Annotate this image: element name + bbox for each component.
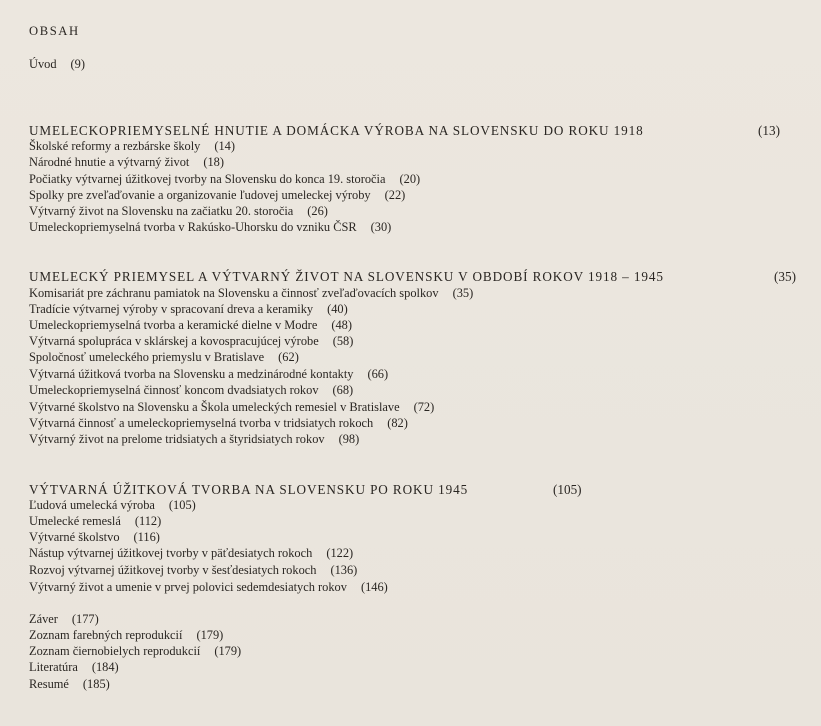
toc-entry	[29, 204, 328, 219]
toc-entry	[29, 432, 359, 447]
toc-entry	[29, 416, 408, 431]
toc-entry-text: Výtvarná činnosť a umeleckopriemyselná tvorba v tridsiatych rokoch	[29, 416, 374, 430]
toc-entry-text: Úvod	[29, 57, 57, 71]
toc-entry-page: (40)	[327, 302, 348, 316]
toc-entry-page: (22)	[384, 188, 406, 202]
toc-entry-text: Výtvarný život na prelome tridsiatych a štyridsiatych rokov	[29, 432, 325, 446]
toc-entry-page: (20)	[399, 172, 421, 186]
toc-entry-text: Literatúra	[29, 660, 78, 674]
section-heading-text: UMELECKOPRIEMYSELNÉ HNUTIE A DOMÁCKA VÝROBA NA SLOVENSKU DO ROKU 1918	[29, 123, 644, 138]
toc-entry-page: (122)	[326, 546, 354, 560]
toc-entry-text: Komisariát pre záchranu pamiatok na Slovensku a činnosť zveľaďovacích spolkov	[29, 286, 439, 300]
toc-entry	[29, 302, 348, 317]
toc-entry-page: (18)	[203, 155, 224, 169]
section-heading-3	[29, 482, 582, 498]
toc-entry-text: Umelecké remeslá	[29, 514, 121, 528]
toc-entry	[29, 318, 352, 333]
toc-entry	[29, 580, 388, 595]
toc-entry	[29, 498, 196, 513]
toc-entry-page: (116)	[133, 530, 160, 544]
section-heading-text: UMELECKÝ PRIEMYSEL A VÝTVARNÝ ŽIVOT NA SLOVENSKU V OBDOBÍ ROKOV 1918 – 1945	[29, 269, 664, 284]
toc-entry	[29, 286, 473, 301]
toc-entry-page: (177)	[71, 612, 99, 626]
toc-entry-page: (9)	[70, 57, 85, 71]
toc-entry-page: (98)	[338, 432, 360, 446]
toc-entry	[29, 350, 299, 365]
toc-entry	[29, 546, 353, 561]
toc-entry	[29, 383, 353, 398]
toc-entry-page: (179)	[214, 644, 242, 658]
toc-entry-text: Výtvarné školstvo na Slovensku a Škola umeleckých remesiel v Bratislave	[29, 400, 400, 414]
toc-entry-text: Spolky pre zveľaďovanie a organizovanie ľudovej umeleckej výroby	[29, 188, 371, 202]
toc-entry-page: (146)	[360, 580, 388, 594]
toc-entry-text: Rozvoj výtvarnej úžitkovej tvorby v šesťdesiatych rokoch	[29, 563, 317, 577]
section-heading-1	[29, 123, 780, 139]
toc-entry-page: (112)	[134, 514, 162, 528]
toc-entry-page: (136)	[330, 563, 358, 577]
toc-entry-literature	[29, 660, 119, 675]
section-heading-text: VÝTVARNÁ ÚŽITKOVÁ TVORBA NA SLOVENSKU PO ROKU 1945	[29, 482, 469, 497]
toc-entry-text: Umeleckopriemyselná činnosť koncom dvadsiatych rokov	[29, 383, 319, 397]
toc-entry	[29, 188, 405, 203]
toc-entry-page: (14)	[214, 139, 236, 153]
toc-entry-text: Výtvarná spolupráca v sklárskej a kovospracujúcej výrobe	[29, 334, 319, 348]
toc-entry	[29, 139, 235, 154]
toc-entry-page: (82)	[387, 416, 408, 430]
toc-entry-color-plates	[29, 628, 223, 643]
toc-entry-text: Národné hnutie a výtvarný život	[29, 155, 190, 169]
toc-entry-page: (72)	[413, 400, 435, 414]
toc-entry-text: Ľudová umelecká výroba	[29, 498, 155, 512]
toc-entry	[29, 530, 160, 545]
toc-entry	[29, 514, 161, 529]
section-heading-2	[29, 269, 796, 285]
toc-entry-page: (62)	[278, 350, 299, 364]
toc-entry-page: (66)	[367, 367, 389, 381]
toc-entry-text: Spoločnosť umeleckého priemyslu v Bratislave	[29, 350, 265, 364]
toc-entry-text: Záver	[29, 612, 58, 626]
toc-entry-intro	[29, 57, 85, 72]
toc-entry	[29, 334, 353, 349]
toc-entry-page: (35)	[452, 286, 474, 300]
toc-entry-page: (185)	[82, 677, 110, 691]
contents-title: OBSAH	[29, 24, 80, 38]
toc-entry	[29, 155, 224, 170]
toc-entry-text: Výtvarný život na Slovensku na začiatku 20. storočia	[29, 204, 294, 218]
toc-entry-text: Tradície výtvarnej výroby v spracovaní dreva a keramiky	[29, 302, 314, 316]
toc-entry-text: Zoznam čiernobielych reprodukcií	[29, 644, 201, 658]
toc-entry-text: Výtvarný život a umenie v prvej polovici sedemdesiatych rokov	[29, 580, 347, 594]
toc-entry-page: (48)	[331, 318, 352, 332]
toc-entry-text: Umeleckopriemyselná tvorba v Rakúsko-Uhorsku do vzniku ČSR	[29, 220, 357, 234]
toc-entry	[29, 220, 391, 235]
toc-entry-summary	[29, 677, 110, 692]
section-heading-page: (35)	[774, 269, 796, 284]
toc-entry-text: Zoznam farebných reprodukcií	[29, 628, 183, 642]
toc-entry-page: (68)	[332, 383, 354, 397]
toc-entry	[29, 172, 420, 187]
section-heading-page: (105)	[553, 482, 582, 497]
section-heading-page: (13)	[758, 123, 780, 138]
toc-entry	[29, 563, 357, 578]
toc-entry-text: Výtvarné školstvo	[29, 530, 120, 544]
toc-entry-page: (105)	[168, 498, 196, 512]
toc-entry-text: Nástup výtvarnej úžitkovej tvorby v päťdesiatych rokoch	[29, 546, 313, 560]
toc-entry	[29, 400, 434, 415]
toc-entry-text: Resumé	[29, 677, 69, 691]
toc-entry-page: (26)	[307, 204, 328, 218]
toc-entry	[29, 367, 388, 382]
toc-entry-text: Školské reformy a rezbárske školy	[29, 139, 201, 153]
toc-entry-page: (30)	[370, 220, 392, 234]
toc-entry-page: (179)	[196, 628, 224, 642]
toc-entry-page: (184)	[91, 660, 119, 674]
toc-entry-text: Umeleckopriemyselná tvorba a keramické dielne v Modre	[29, 318, 318, 332]
toc-entry-conclusion	[29, 612, 99, 627]
toc-entry-bw-plates	[29, 644, 241, 659]
toc-entry-text: Výtvarná úžitková tvorba na Slovensku a medzinárodné kontakty	[29, 367, 354, 381]
toc-entry-text: Počiatky výtvarnej úžitkovej tvorby na Slovensku do konca 19. storočia	[29, 172, 386, 186]
toc-entry-page: (58)	[332, 334, 354, 348]
